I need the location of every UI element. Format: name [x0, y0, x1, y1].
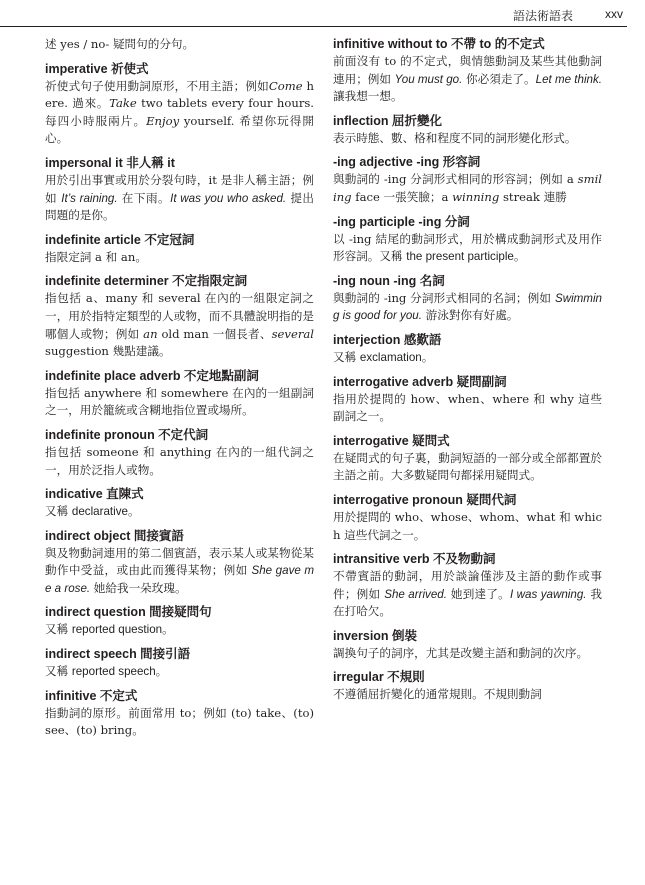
entry-definition: 指動詞的原形。前面常用 to；例如 (to) take、(to) see、(to) bring。: [45, 705, 314, 738]
entry-term: indirect object 間接賓語: [45, 528, 184, 543]
entry-term: infinitive 不定式: [45, 688, 138, 703]
entry-definition: 又稱 exclamation。: [333, 349, 434, 364]
entry-term: irregular 不規則: [333, 670, 425, 685]
entry-term: indicative 直陳式: [45, 487, 144, 502]
glossary-entry-indefinite-determiner: [45, 273, 314, 360]
entry-term: interjection 感歎語: [333, 332, 442, 347]
entry-term: -ing adjective -ing 形容詞: [333, 155, 481, 170]
entry-definition: 指用於提問的 how、when、where 和 why 這些副詞之一。: [333, 391, 602, 424]
entry-term: indefinite place adverb 不定地點副詞: [45, 368, 259, 383]
entry-definition: 祈使式句子使用動詞原形，不用主語；例如Come here. 過來。Take two tablets every four hours. 每四小時服兩片。Enjoy yourself. 希望你玩得開心。: [45, 78, 314, 146]
glossary-entry-interjection: [333, 332, 602, 367]
running-title: 語法術語表: [512, 9, 573, 23]
glossary-entry-interrogative-pronoun: [333, 492, 602, 544]
glossary-entry-inversion: [333, 628, 602, 663]
entry-term: impersonal it 非人稱 it: [45, 155, 175, 170]
glossary-entry-interrogative: [333, 433, 602, 485]
glossary-entry-inflection: [333, 113, 602, 148]
entry-term: intransitive verb 不及物動詞: [333, 552, 496, 567]
glossary-entry-imperative: [45, 61, 314, 148]
glossary-entry-ing-adjective: [333, 154, 602, 206]
glossary-entry-impersonal-it: [45, 155, 314, 225]
glossary-entry-infinitive-without-to: [333, 36, 602, 106]
glossary-entry-irregular: [333, 669, 602, 704]
entry-definition: 指包括 anywhere 和 somewhere 在內的一組副詞之一，用於籠統或含糊地指位置或場所。: [45, 385, 314, 418]
entry-definition: 用於提問的 who、whose、whom、what 和 which 這些代詞之一。: [333, 509, 602, 542]
glossary-entry-indefinite-article: [45, 232, 314, 267]
right-column: [333, 36, 602, 711]
glossary-entry-intransitive-verb: [333, 551, 602, 621]
entry-term: indefinite pronoun 不定代詞: [45, 427, 209, 442]
entry-term: indirect speech 間接引語: [45, 647, 191, 662]
glossary-entry-indicative: [45, 486, 314, 521]
entry-term: interrogative pronoun 疑問代詞: [333, 492, 517, 507]
entry-term: indefinite article 不定冠詞: [45, 232, 195, 247]
glossary-entry-ing-participle: [333, 214, 602, 266]
glossary-entry-indirect-speech: [45, 646, 314, 681]
entry-term: indefinite determiner 不定指限定詞: [45, 274, 248, 289]
entry-definition: 述 yes / no- 疑問句的分句。: [45, 37, 195, 51]
entry-definition: 與動詞的 -ing 分詞形式相同的形容詞；例如 a smiling face 一張笑臉；a winning streak 連勝: [333, 172, 602, 204]
entry-definition: 不帶賓語的動詞，用於談論僅涉及主語的動作或事件；例如 She arrived. 她到達了。I was yawning. 我在打哈欠。: [333, 569, 603, 619]
entry-definition: 與動詞的 -ing 分詞形式相同的名詞；例如 Swimming is good for you. 游泳對你有好處。: [333, 290, 602, 323]
entry-definition: 指限定詞 a 和 an。: [45, 249, 147, 264]
entry-term: inflection 屈折變化: [333, 113, 443, 128]
entry-definition: 與及物動詞連用的第二個賓語，表示某人或某物從某動作中受益，或由此而獲得某物；例如 She gave me a rose. 她給我一朵玫瑰。: [45, 545, 315, 595]
page-number: xxv: [605, 7, 623, 21]
left-column: [45, 36, 314, 747]
glossary-entry-indefinite-place-adverb: [45, 368, 314, 420]
entry-definition: 又稱 declarative。: [45, 504, 140, 519]
entry-term: -ing noun -ing 名詞: [333, 273, 445, 288]
entry-definition: 用於引出事實或用於分裂句時，it 是非人稱主語；例如 It’s raining. 在下雨。It was you who asked. 提出問題的是你。: [45, 172, 315, 223]
entry-definition: 不遵循屈折變化的通常規則。不規則動詞: [333, 687, 542, 702]
entry-term: infinitive without to 不帶 to 的不定式: [333, 37, 545, 51]
entry-term: imperative 祈使式: [45, 61, 149, 76]
entry-definition: 指包括 a、many 和 several 在內的一組限定詞之一，用於指特定類型的人或物，而不具體說明指的是哪個人或物；例如 an old man 一個長者、several suggestion 幾點建議。: [45, 291, 314, 359]
glossary-entry-indirect-object: [45, 528, 314, 598]
entry-term: interrogative 疑問式: [333, 433, 450, 448]
entry-definition: 以 -ing 結尾的動詞形式，用於構成動詞形式及用作形容詞。又稱 the present participle。: [333, 231, 602, 264]
entry-definition: 指包括 someone 和 anything 在內的一組代詞之一，用於泛指人或物。: [45, 444, 314, 477]
entry-term: -ing participle -ing 分詞: [333, 214, 470, 229]
entry-definition: 調換句子的詞序，尤其是改變主語和動詞的次序。: [333, 645, 589, 660]
glossary-entry-indefinite-pronoun: [45, 427, 314, 479]
entry-term: inversion 倒裝: [333, 628, 418, 643]
header-rule: [0, 26, 627, 27]
entry-definition: 又稱 reported question。: [45, 622, 174, 637]
page-header: [0, 0, 645, 28]
glossary-entry-infinitive: [45, 688, 314, 740]
continued-text: [45, 36, 314, 54]
entry-definition: 在疑問式的句子裏，動詞短語的一部分或全部都置於主語之前。大多數疑問句都採用疑問式。: [333, 450, 602, 483]
entry-term: interrogative adverb 疑問副詞: [333, 374, 507, 389]
entry-definition: 又稱 reported speech。: [45, 664, 168, 679]
glossary-entry-indirect-question: [45, 604, 314, 639]
entry-definition: 表示時態、數、格和程度不同的詞形變化形式。: [333, 130, 577, 145]
glossary-entry-interrogative-adverb: [333, 374, 602, 426]
glossary-entry-ing-noun: [333, 273, 602, 325]
entry-term: indirect question 間接疑問句: [45, 605, 212, 620]
entry-definition: 前面沒有 to 的不定式，與情態動詞及某些其他動詞連用；例如 You must go. 你必須走了。Let me think. 讓我想一想。: [333, 54, 603, 104]
